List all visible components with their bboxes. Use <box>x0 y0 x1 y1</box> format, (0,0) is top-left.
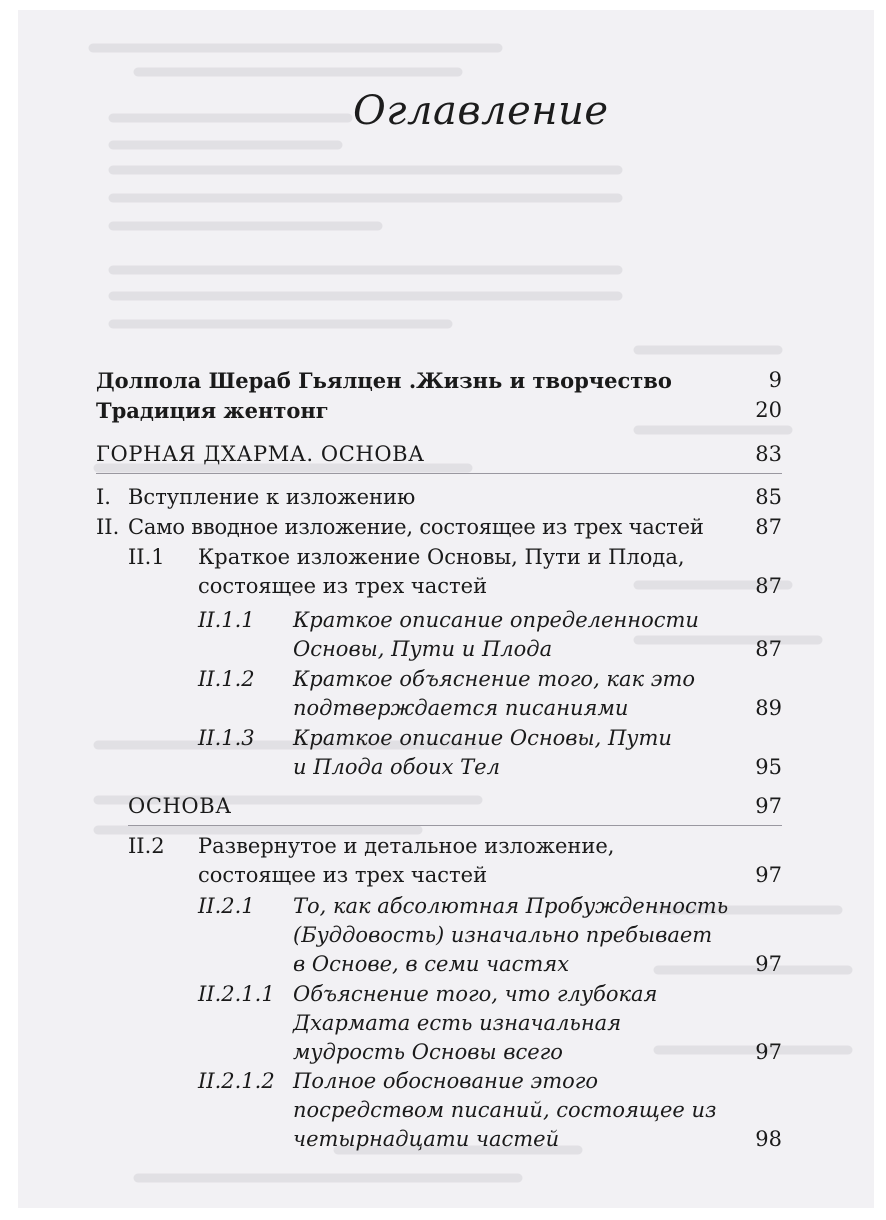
section-heading: ОСНОВА <box>128 794 232 818</box>
toc-page-number: 97 <box>755 952 782 976</box>
toc-page-number: 83 <box>755 442 782 466</box>
toc-entry-text: Вступление к изложению <box>128 485 416 509</box>
toc-entry-text-line2: и Плода обоих Тел <box>293 755 500 779</box>
toc-page-number: 87 <box>755 574 782 598</box>
toc-entry-text-line3: мудрость Основы всего <box>293 1040 563 1064</box>
book-page <box>18 10 874 1208</box>
toc-entry-number: II.1.3 <box>198 726 255 750</box>
toc-entry-number: II. <box>96 515 120 539</box>
toc-page-number: 85 <box>755 485 782 509</box>
toc-page-number: 87 <box>755 515 782 539</box>
toc-entry-text-line3: четырнадцати частей <box>293 1127 560 1151</box>
toc-entry-text-line2: состоящее из трех частей <box>198 574 488 598</box>
toc-entry-text-line2: посредством писаний, состоящее из <box>293 1098 717 1122</box>
toc-page-number: 20 <box>755 398 782 422</box>
toc-entry-text-line3: в Основе, в семи частях <box>293 952 570 976</box>
toc-entry-number: II.1.1 <box>198 608 255 632</box>
toc-page-number: 89 <box>755 696 782 720</box>
toc-entry-number: I. <box>96 485 111 509</box>
toc-entry-text-line2: Основы, Пути и Плода <box>293 637 553 661</box>
section-divider <box>96 473 782 474</box>
toc-page-number: 97 <box>755 863 782 887</box>
toc-entry-text: Традиция жентонг <box>96 398 329 423</box>
page-title: Оглавление <box>353 88 609 134</box>
toc-page-number: 9 <box>768 368 782 392</box>
toc-entry-text-line1: Краткое изложение Основы, Пути и Плода, <box>198 545 685 569</box>
toc-entry-number: II.2.1.1 <box>198 982 275 1006</box>
toc-entry-text-line1: Развернутое и детальное изложение, <box>198 834 615 858</box>
table-of-contents <box>18 10 874 1208</box>
toc-entry-text: Долпола Шераб Гьялцен .Жизнь и творчество <box>96 368 672 393</box>
toc-page-number: 98 <box>755 1127 782 1151</box>
toc-entry-text-line1: Краткое описание определенности <box>293 608 699 632</box>
toc-entry-text-line2: состоящее из трех частей <box>198 863 488 887</box>
toc-entry-text-line1: Полное обоснование этого <box>293 1069 599 1093</box>
toc-page-number: 97 <box>755 1040 782 1064</box>
toc-entry-number: II.1.2 <box>198 667 255 691</box>
toc-entry-number: II.2.1 <box>198 894 255 918</box>
toc-entry-text-line1: То, как абсолютная Пробужденность <box>293 894 729 918</box>
toc-entry-text-line1: Объяснение того, что глубокая <box>293 982 658 1006</box>
toc-entry-number: II.1 <box>128 545 165 569</box>
toc-entry-text-line1: Краткое объяснение того, как это <box>293 667 696 691</box>
section-divider <box>128 825 782 826</box>
toc-page-number: 87 <box>755 637 782 661</box>
toc-page-number: 95 <box>755 755 782 779</box>
toc-entry-text-line2: Дхармата есть изначальная <box>293 1011 622 1035</box>
toc-entry-number: II.2.1.2 <box>198 1069 275 1093</box>
toc-entry-text: Само вводное изложение, состоящее из трех частей <box>128 515 704 539</box>
toc-entry-text-line2: подтверждается писаниями <box>293 696 629 720</box>
toc-page-number: 97 <box>755 794 782 818</box>
toc-entry-text-line2: (Буддовость) изначально пребывает <box>293 923 713 947</box>
toc-entry-number: II.2 <box>128 834 165 858</box>
toc-entry-text-line1: Краткое описание Основы, Пути <box>293 726 672 750</box>
section-heading: ГОРНАЯ ДХАРМА. ОСНОВА <box>96 442 425 466</box>
